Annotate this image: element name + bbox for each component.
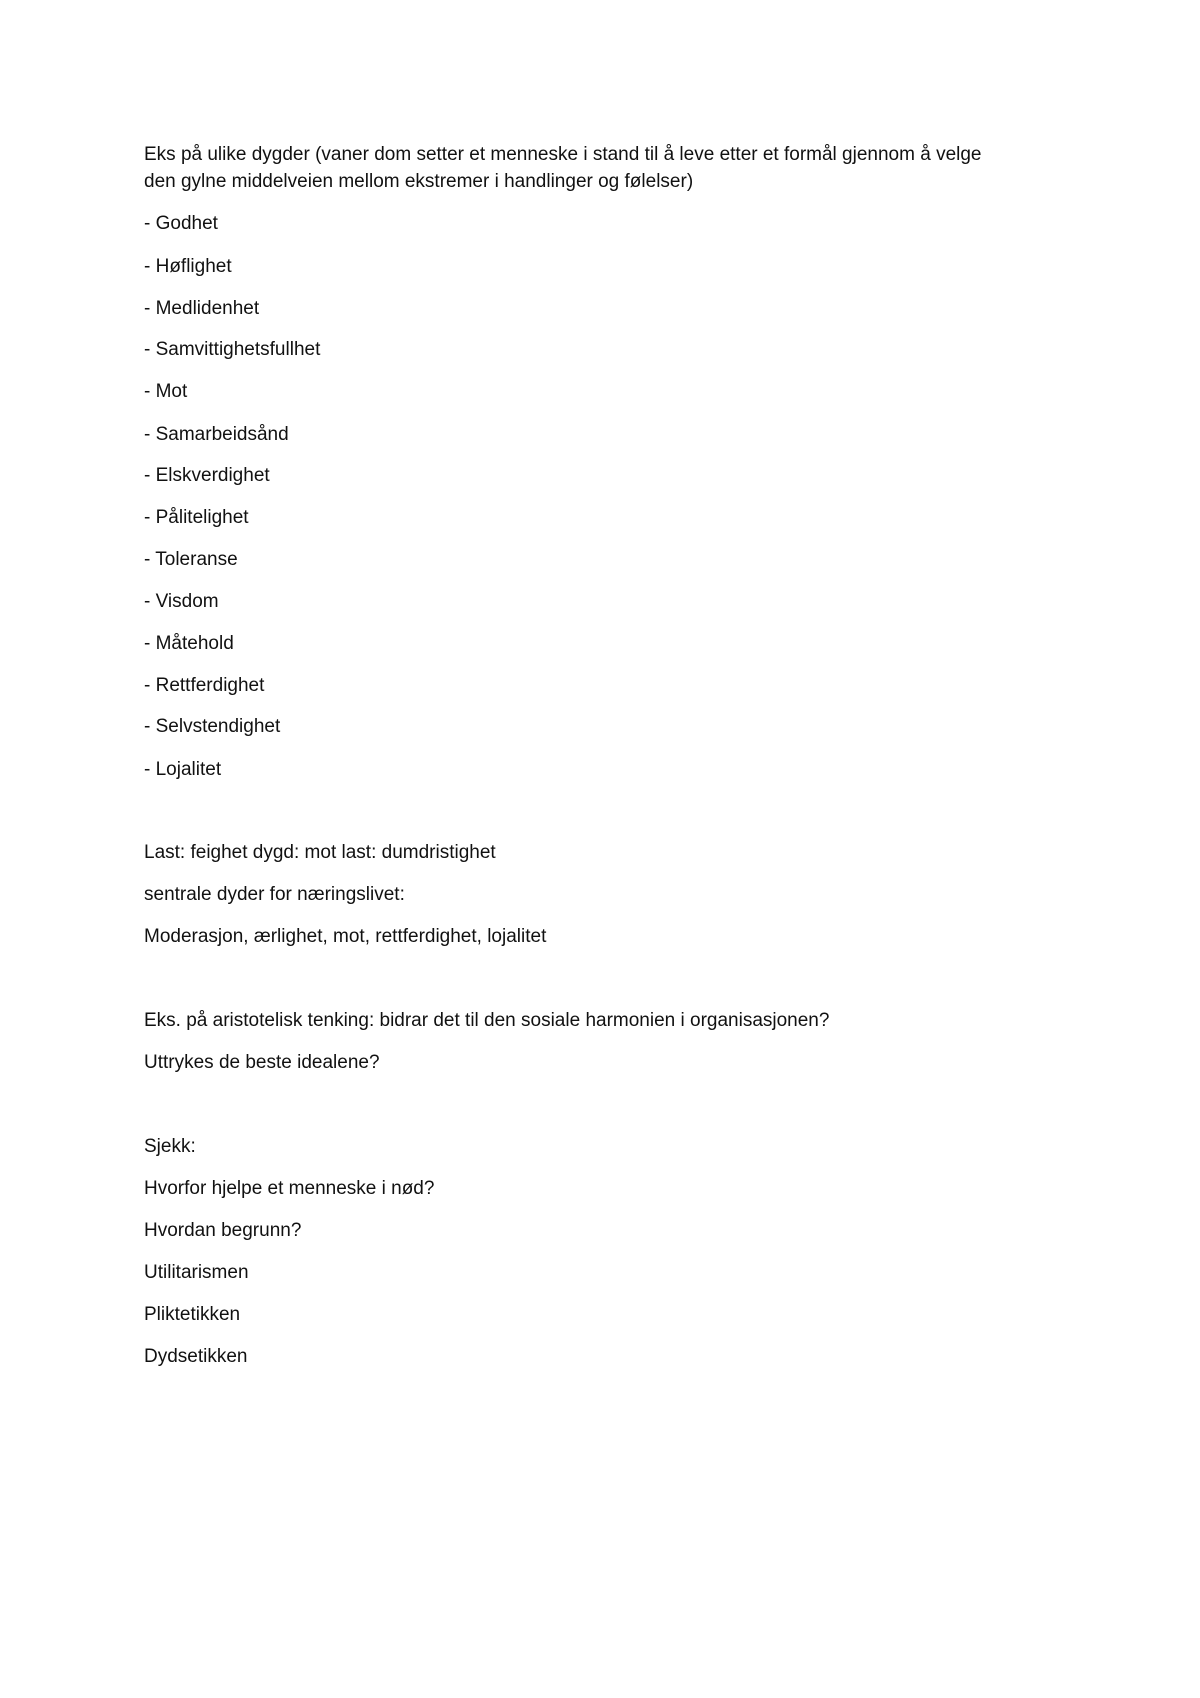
- ideals-question: Uttrykes de beste idealene?: [144, 1052, 380, 1073]
- virtue-item: - Selvstendighet: [144, 716, 281, 737]
- check-item: Hvordan begrunn?: [144, 1220, 302, 1241]
- virtue-item: - Elskverdighet: [144, 465, 270, 486]
- virtue-item: - Medlidenhet: [144, 298, 260, 319]
- check-heading: Sjekk:: [144, 1136, 196, 1157]
- vice-virtue-line: Last: feighet dygd: mot last: dumdristighet: [144, 842, 496, 863]
- virtue-item: - Rettferdighet: [144, 675, 265, 696]
- central-virtues-list: Moderasjon, ærlighet, mot, rettferdighet, lojalitet: [144, 926, 547, 947]
- check-item: Utilitarismen: [144, 1262, 249, 1283]
- virtue-item: - Samvittighetsfullhet: [144, 339, 321, 360]
- virtue-item: - Toleranse: [144, 549, 238, 570]
- virtue-item: - Pålitelighet: [144, 507, 249, 528]
- virtue-item: - Lojalitet: [144, 759, 222, 780]
- virtue-item: - Høflighet: [144, 256, 232, 277]
- virtue-item: - Samarbeidsånd: [144, 424, 289, 445]
- virtue-item: - Mot: [144, 381, 188, 402]
- check-item: Hvorfor hjelpe et menneske i nød?: [144, 1178, 435, 1199]
- intro-line-2: den gylne middelveien mellom ekstremer i handlinger og følelser): [144, 171, 694, 192]
- virtue-item: - Visdom: [144, 591, 219, 612]
- central-virtues-heading: sentrale dyder for næringslivet:: [144, 884, 405, 905]
- aristotle-question: Eks. på aristotelisk tenking: bidrar det til den sosiale harmonien i organisasjonen?: [144, 1010, 830, 1031]
- check-item: Dydsetikken: [144, 1346, 248, 1367]
- virtue-item: - Godhet: [144, 213, 218, 234]
- check-item: Pliktetikken: [144, 1304, 241, 1325]
- intro-line-1: Eks på ulike dygder (vaner dom setter et menneske i stand til å leve etter et formål gjennom å velge: [144, 144, 982, 165]
- virtue-item: - Måtehold: [144, 633, 234, 654]
